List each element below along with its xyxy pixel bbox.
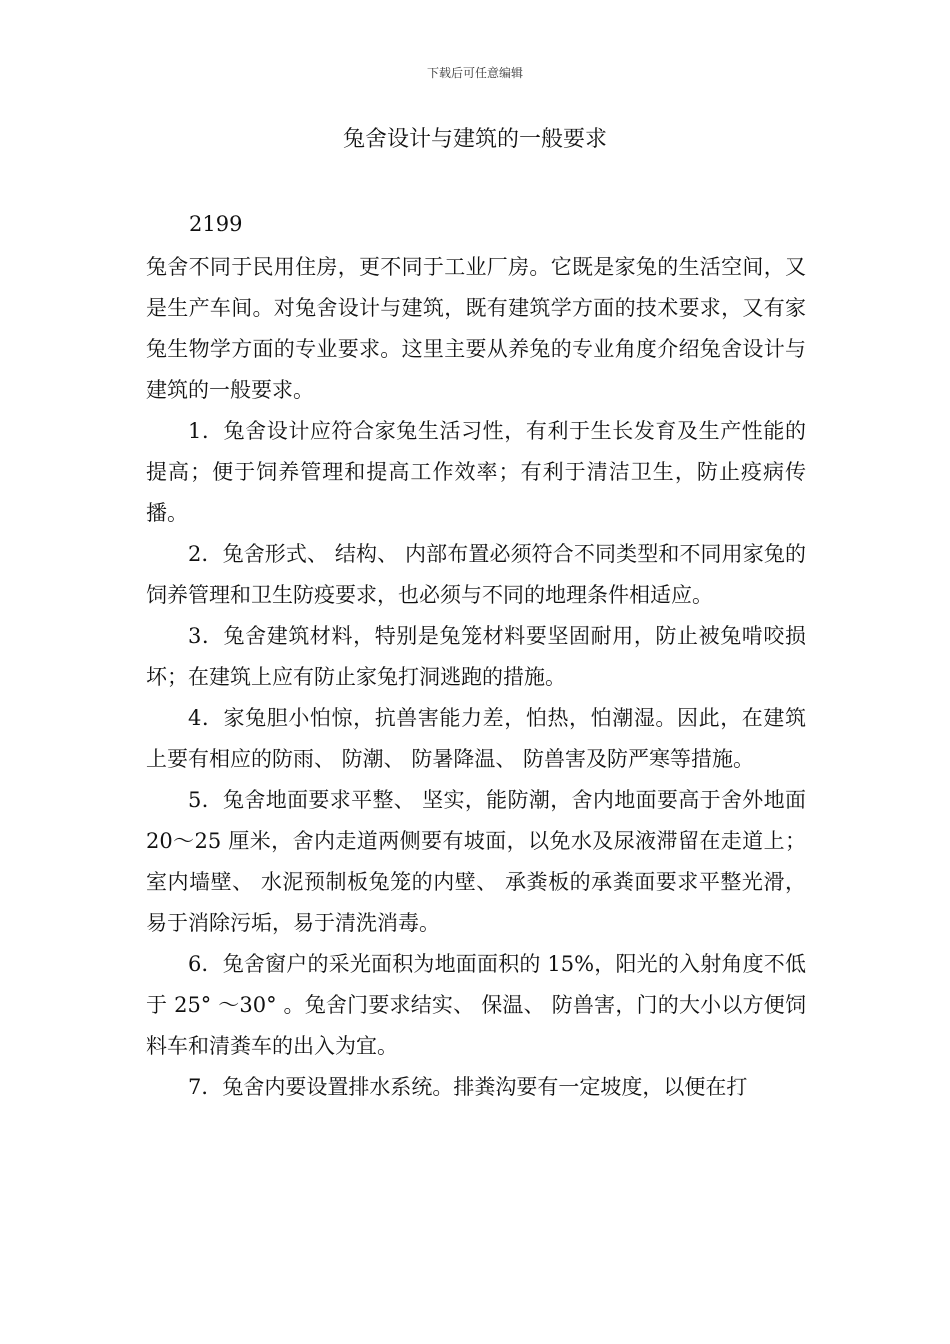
- document-title: 兔舍设计与建筑的一般要求: [342, 127, 607, 152]
- requirement-paragraph-1: 1．兔舍设计应符合家兔生活习性，有利于生长发育及生产性能的提高；便于饲养管理和提高工作效率；有利于清洁卫生，防止疫病传播。: [146, 419, 806, 525]
- intro-paragraph: 兔舍不同于民用住房，更不同于工业厂房。它既是家兔的生活空间，又是生产车间。对兔舍设计与建筑，既有建筑学方面的技术要求，又有家兔生物学方面的专业要求。这里主要从养兔的专业角度介绍兔舍设计与建筑的一般要求。: [146, 255, 806, 402]
- requirement-paragraph-7: 7．兔舍内要设置排水系统。排粪沟要有一定坡度，以便在打: [188, 1075, 748, 1099]
- header-note: 下载后可任意编辑: [426, 66, 523, 80]
- requirement-paragraph-6: 6．兔舍窗户的采光面积为地面面积的 15%，阳光的入射角度不低于 25° ～30° 。兔舍门要求结实、 保温、 防兽害，门的大小以方便饲料车和清粪车的出入为宜。: [146, 952, 806, 1058]
- document-body: [146, 247, 806, 1108]
- requirement-paragraph-3: 3．兔舍建筑材料，特别是兔笼材料要坚固耐用，防止被兔啃咬损坏；在建筑上应有防止家兔打洞逃跑的措施。: [146, 624, 806, 689]
- requirement-paragraph-2: 2．兔舍形式、 结构、 内部布置必须符合不同类型和不同用家兔的饲养管理和卫生防疫要求，也必须与不同的地理条件相适应。: [146, 542, 806, 607]
- requirement-paragraph-4: 4．家兔胆小怕惊，抗兽害能力差，怕热，怕潮湿。因此，在建筑上要有相应的防雨、 防潮、 防暑降温、 防兽害及防严寒等措施。: [146, 706, 806, 771]
- document-number: 2199: [189, 212, 243, 236]
- requirement-paragraph-5: 5．兔舍地面要求平整、 坚实，能防潮，舍内地面要高于舍外地面 20～25 厘米，舍内走道两侧要有坡面，以免水及尿液滞留在走道上；室内墙壁、 水泥预制板兔笼的内壁、 承粪板的承粪面要求平整光滑，易于消除污垢，易于清洗消毒。: [146, 788, 806, 935]
